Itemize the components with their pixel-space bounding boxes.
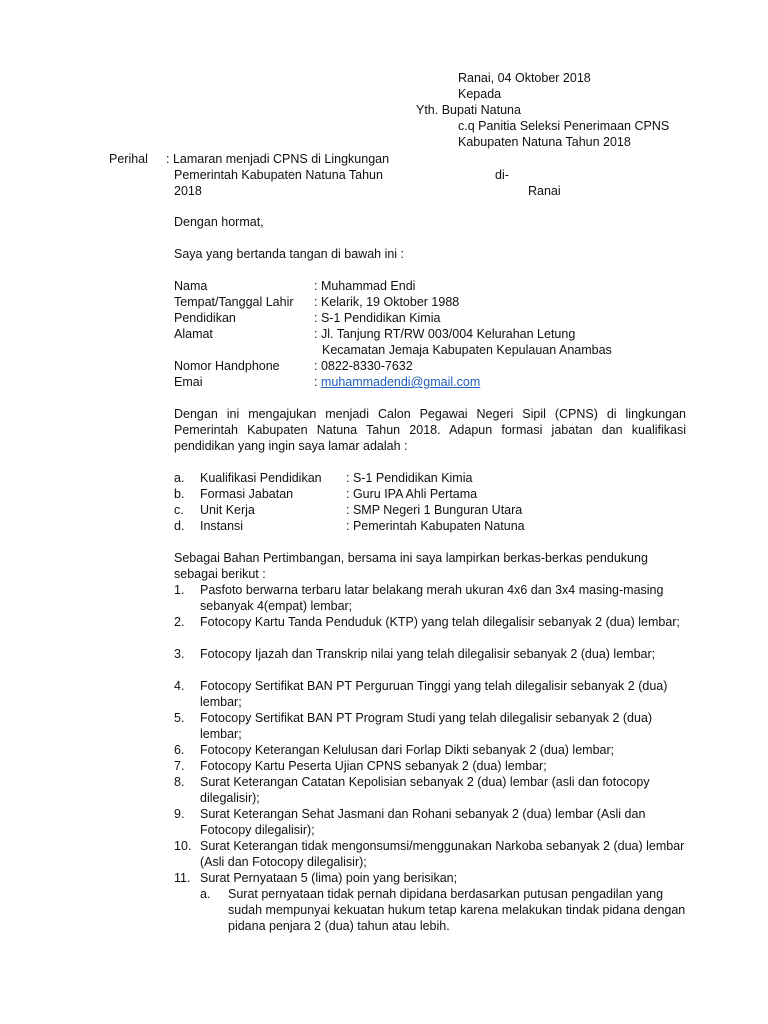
list-text: Fotocopy Kartu Peserta Ujian CPNS sebanyak 2 (dua) lembar; [200, 759, 547, 773]
attachments-intro: Sebagai Bahan Pertimbangan, bersama ini saya lampirkan berkas-berkas pendukung sebagai berikut : [174, 551, 648, 581]
identity-label: Pendidikan [174, 311, 236, 325]
perihal-line2: Pemerintah Kabupaten Natuna Tahun [174, 168, 383, 182]
sub-list-letter: a. [200, 887, 211, 901]
list-number: 2. [174, 615, 185, 629]
formation-name: Unit Kerja [200, 503, 255, 517]
list-number: 1. [174, 583, 185, 597]
identity-label: Nama [174, 279, 208, 293]
list-number: 11. [174, 871, 191, 885]
list-text: Fotocopy Ijazah dan Transkrip nilai yang telah dilegalisir sebanyak 2 (dua) lembar; [200, 647, 656, 661]
list-text: Fotocopy Sertifikat BAN PT Program Studi yang telah dilegalisir sebanyak 2 (dua) lembar; [200, 711, 653, 741]
perihal-line1: : Lamaran menjadi CPNS di Lingkungan [166, 152, 390, 166]
formation-value: : Guru IPA Ahli Pertama [346, 487, 478, 501]
formation-value: : Pemerintah Kabupaten Natuna [346, 519, 525, 533]
recipient-cq-line2: Kabupaten Natuna Tahun 2018 [458, 135, 631, 149]
recipient-di: di- [495, 168, 509, 182]
formation-name: Formasi Jabatan [200, 487, 294, 501]
formation-name: Instansi [200, 519, 244, 533]
identity-email-row [314, 374, 480, 390]
greeting: Dengan hormat, [174, 215, 264, 229]
list-text: Surat Keterangan Sehat Jasmani dan Rohani sebanyak 2 (dua) lembar (Asli dan Fotocopy dilegalisir); [200, 807, 646, 837]
perihal-line3: 2018 [174, 184, 202, 198]
formation-key: d. [174, 519, 185, 533]
list-number: 3. [174, 647, 185, 661]
list-number: 8. [174, 775, 185, 789]
list-text: Surat Keterangan Catatan Kepolisian sebanyak 2 (dua) lembar (asli dan fotocopy dilegalisir); [200, 775, 650, 805]
list-number: 10. [174, 839, 192, 853]
recipient-cq-line1: c.q Panitia Seleksi Penerimaan CPNS [458, 119, 670, 133]
list-text: Pasfoto berwarna terbaru latar belakang merah ukuran 4x6 dan 3x4 masing-masing sebanyak 4(empat) lembar; [200, 583, 664, 613]
formation-key: c. [174, 503, 184, 517]
formation-key: a. [174, 471, 185, 485]
identity-label: Emai [174, 375, 203, 389]
identity-value-continued: Kecamatan Jemaja Kabupaten Kepulauan Anambas [322, 343, 612, 357]
identity-value: : 0822-8330-7632 [314, 359, 413, 373]
formation-key: b. [174, 487, 185, 501]
sub-list-text: Surat pernyataan tidak pernah dipidana berdasarkan putusan pengadilan yang sudah mempunyai kekuatan hukum tetap karena melakukan tindak pidana dengan pidana penjara 2 (dua) tahun atau lebih. [228, 887, 686, 933]
list-number: 7. [174, 759, 185, 773]
identity-label: Tempat/Tanggal Lahir [174, 295, 294, 309]
intro-text: Saya yang bertanda tangan di bawah ini : [174, 247, 405, 261]
identity-value: : S-1 Pendidikan Kimia [314, 311, 441, 325]
recipient-kepada: Kepada [458, 87, 502, 101]
list-number: 6. [174, 743, 185, 757]
identity-value: : Jl. Tanjung RT/RW 003/004 Kelurahan Letung [314, 327, 576, 341]
perihal-label: Perihal [109, 152, 148, 166]
list-number: 9. [174, 807, 185, 821]
formation-value: : SMP Negeri 1 Bunguran Utara [346, 503, 523, 517]
formation-name: Kualifikasi Pendidikan [200, 471, 322, 485]
identity-label: Nomor Handphone [174, 359, 280, 373]
recipient-yth: Yth. Bupati Natuna [416, 103, 521, 117]
identity-label: Alamat [174, 327, 213, 341]
list-text: Surat Pernyataan 5 (lima) poin yang berisikan; [200, 871, 458, 885]
identity-value: : Kelarik, 19 Oktober 1988 [314, 295, 460, 309]
application-paragraph: Dengan ini mengajukan menjadi Calon Pegawai Negeri Sipil (CPNS) di lingkungan Pemerintah Kabupaten Natuna Tahun 2018. Adapun formasi jabatan dan kualifikasi pendidikan yang ingin saya lamar adalah : [174, 407, 686, 453]
recipient-city: Ranai [528, 184, 561, 198]
formation-value: : S-1 Pendidikan Kimia [346, 471, 473, 485]
letter-date: Ranai, 04 Oktober 2018 [458, 71, 591, 85]
email-link[interactable]: muhammadendi@gmail.com [320, 375, 481, 389]
list-text: Surat Keterangan tidak mengonsumsi/menggunakan Narkoba sebanyak 2 (dua) lembar (Asli dan Fotocopy dilegalisir); [200, 839, 685, 869]
identity-value: : Muhammad Endi [314, 279, 416, 293]
email-prefix: : [314, 375, 321, 389]
list-text: Fotocopy Sertifikat BAN PT Perguruan Tinggi yang telah dilegalisir sebanyak 2 (dua) lembar; [200, 679, 668, 709]
list-text: Fotocopy Kartu Tanda Penduduk (KTP) yang telah dilegalisir sebanyak 2 (dua) lembar; [200, 615, 680, 629]
list-number: 5. [174, 711, 185, 725]
list-text: Fotocopy Keterangan Kelulusan dari Forlap Dikti sebanyak 2 (dua) lembar; [200, 743, 615, 757]
list-number: 4. [174, 679, 185, 693]
